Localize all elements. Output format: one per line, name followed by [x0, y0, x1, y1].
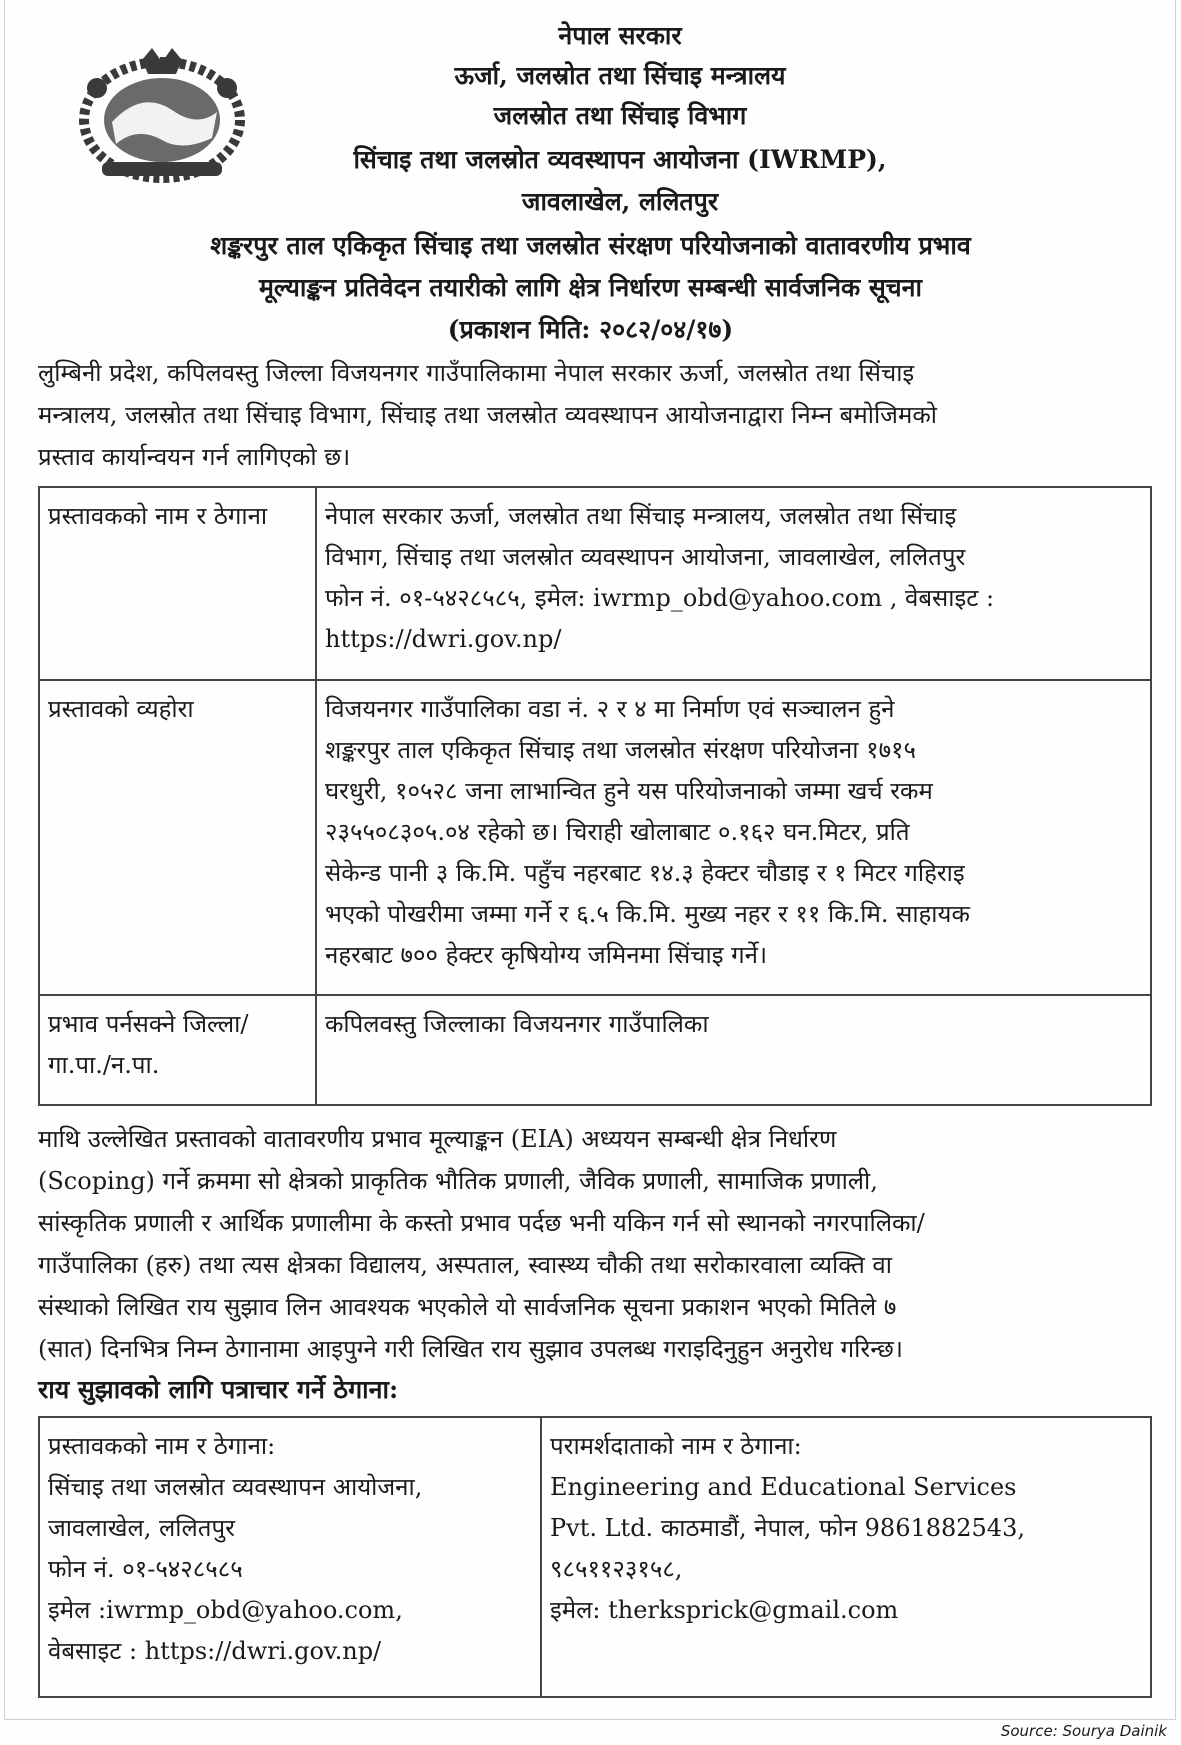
address-line: इमेल: therksprick@gmail.com — [550, 1596, 899, 1624]
table-value-cell — [316, 995, 1151, 1105]
body-line: गाउँपालिका (हरु) तथा त्यस क्षेत्रका विद्यालय, अस्पताल, स्वास्थ्य चौकी तथा सरोकारवाला व्यक्ति वा — [38, 1251, 892, 1279]
table-value-line: शङ्करपुर ताल एकिकृत सिंचाइ तथा जलस्रोत संरक्षण परियोजना १७१५ — [325, 736, 917, 764]
header-project: सिंचाइ तथा जलस्रोत व्यवस्थापन आयोजना (IWRMP), — [353, 145, 887, 174]
table-value-line: विजयनगर गाउँपालिका वडा नं. २ र ४ मा निर्माण एवं सञ्चालन हुने — [325, 695, 895, 723]
notice-title-line2: मूल्याङ्कन प्रतिवेदन तयारीको लागि क्षेत्र निर्धारण सम्बन्धी सार्वजनिक सूचना — [258, 273, 923, 302]
table-value-line: भएको पोखरीमा जम्मा गर्ने र ६.५ कि.मि. मुख्य नहर र ११ कि.मि. साहायक — [325, 900, 970, 928]
table-value-line: नहरबाट ७०० हेक्टर कृषियोग्य जमिनमा सिंचाइ गर्ने। — [325, 941, 768, 969]
intro-paragraph — [38, 352, 1150, 478]
correspondence-address-table — [38, 1416, 1152, 1698]
header-department: जलस्रोत तथा सिंचाइ विभाग — [493, 101, 747, 130]
body-line: संस्थाको लिखित राय सुझाव लिन आवश्यक भएकोले यो सार्वजनिक सूचना प्रकाशन भएको मितिले ७ — [38, 1293, 897, 1321]
address-line: वेबसाइट : https://dwri.gov.np/ — [48, 1637, 382, 1665]
table-value-line: २३५५०८३०५.०४ रहेको छ। चिराही खोलाबाट ०.१६२ घन.मिटर, प्रति — [325, 818, 910, 846]
address-line: इमेल :iwrmp_obd@yahoo.com, — [48, 1596, 403, 1624]
intro-line: प्रस्ताव कार्यान्वयन गर्न लागिएको छ। — [38, 443, 351, 471]
table-row — [39, 680, 1151, 995]
table-value-line: नेपाल सरकार ऊर्जा, जलस्रोत तथा सिंचाइ मन्त्रालय, जलस्रोत तथा सिंचाइ — [325, 502, 957, 530]
notice-title-line1: शङ्करपुर ताल एकिकृत सिंचाइ तथा जलस्रोत संरक्षण परियोजनाको वातावरणीय प्रभाव — [210, 231, 971, 260]
table-value-line: सेकेन्ड पानी ३ कि.मि. पहुँच नहरबाट १४.३ हेक्टर चौडाइ र १ मिटर गहिराइ — [325, 859, 965, 887]
source-credit: Source: Sourya Dainik — [1000, 1722, 1167, 1740]
body-line: माथि उल्लेखित प्रस्तावको वातावरणीय प्रभाव मूल्याङ्कन (EIA) अध्ययन सम्बन्धी क्षेत्र निर्धारण — [38, 1125, 837, 1153]
proposal-details-table — [38, 486, 1152, 1106]
publication-date: (प्रकाशन मिति: २०८२/०४/१७) — [447, 315, 734, 344]
address-line: प्रस्तावकको नाम र ठेगाना: — [48, 1432, 276, 1460]
table-value-line: विभाग, सिंचाइ तथा जलस्रोत व्यवस्थापन आयोजना, जावलाखेल, ललितपुर — [325, 543, 966, 571]
table-row — [39, 1417, 1151, 1697]
body-line: (सात) दिनभित्र निम्न ठेगानामा आइपुग्ने गरी लिखित राय सुझाव उपलब्ध गराइदिनुहुन अनुरोध गरिन्छ। — [38, 1335, 903, 1363]
proposer-address-cell — [39, 1417, 541, 1697]
address-line: Pvt. Ltd. काठमाडौं, नेपाल, फोन 9861882543, — [550, 1514, 1025, 1542]
header-ministry: ऊर्जा, जलस्रोत तथा सिंचाइ मन्त्रालय — [454, 61, 786, 90]
table-value-line: https://dwri.gov.np/ — [325, 625, 562, 653]
address-line: जावलाखेल, ललितपुर — [48, 1514, 235, 1542]
table-label-cell: प्रस्तावकको नाम र ठेगाना — [39, 487, 316, 680]
header-location: जावलाखेल, ललितपुर — [521, 187, 719, 216]
nepal-government-emblem-icon — [72, 40, 252, 185]
address-line: सिंचाइ तथा जलस्रोत व्यवस्थापन आयोजना, — [48, 1473, 423, 1501]
body-line: सांस्कृतिक प्रणाली र आर्थिक प्रणालीमा के कस्तो प्रभाव पर्दछ भनी यकिन गर्न सो स्थानको नगरपालिका/ — [38, 1209, 925, 1237]
intro-line: मन्त्रालय, जलस्रोत तथा सिंचाइ विभाग, सिंचाइ तथा जलस्रोत व्यवस्थापन आयोजनाद्वारा निम्न बमोजिमको — [38, 401, 937, 429]
body-paragraph — [38, 1118, 1150, 1370]
consultant-address-cell — [541, 1417, 1151, 1697]
table-row — [39, 487, 1151, 680]
table-value-line: फोन नं. ०१-५४२८५८५, इमेल: iwrmp_obd@yahoo.com , वेबसाइट : — [325, 584, 995, 612]
table-label-cell: प्रस्तावको व्यहोरा — [39, 680, 316, 995]
body-line: (Scoping) गर्ने क्रममा सो क्षेत्रको प्राकृतिक भौतिक प्रणाली, जैविक प्रणाली, सामाजिक प्रणाली, — [38, 1167, 878, 1195]
correspondence-caption: राय सुझावको लागि पत्राचार गर्ने ठेगाना: — [38, 1375, 399, 1404]
table-value-cell — [316, 680, 1151, 995]
address-line: ९८५११२३१५८, — [550, 1555, 683, 1583]
table-value-line: कपिलवस्तु जिल्लाका विजयनगर गाउँपालिका — [325, 1010, 709, 1038]
address-line: परामर्शदाताको नाम र ठेगाना: — [550, 1432, 802, 1460]
header-government: नेपाल सरकार — [558, 21, 682, 50]
address-line: फोन नं. ०१-५४२८५८५ — [48, 1555, 243, 1583]
intro-line: लुम्बिनी प्रदेश, कपिलवस्तु जिल्ला विजयनगर गाउँपालिकामा नेपाल सरकार ऊर्जा, जलस्रोत तथा सिंचाइ — [38, 359, 915, 387]
table-value-line: घरधुरी, १०५२८ जना लाभान्वित हुने यस परियोजनाको जम्मा खर्च रकम — [325, 777, 933, 805]
table-value-cell — [316, 487, 1151, 680]
table-label-cell: प्रभाव पर्नसक्ने जिल्ला/ गा.पा./न.पा. — [39, 995, 316, 1105]
table-row — [39, 995, 1151, 1105]
address-line: Engineering and Educational Services — [550, 1473, 1017, 1501]
